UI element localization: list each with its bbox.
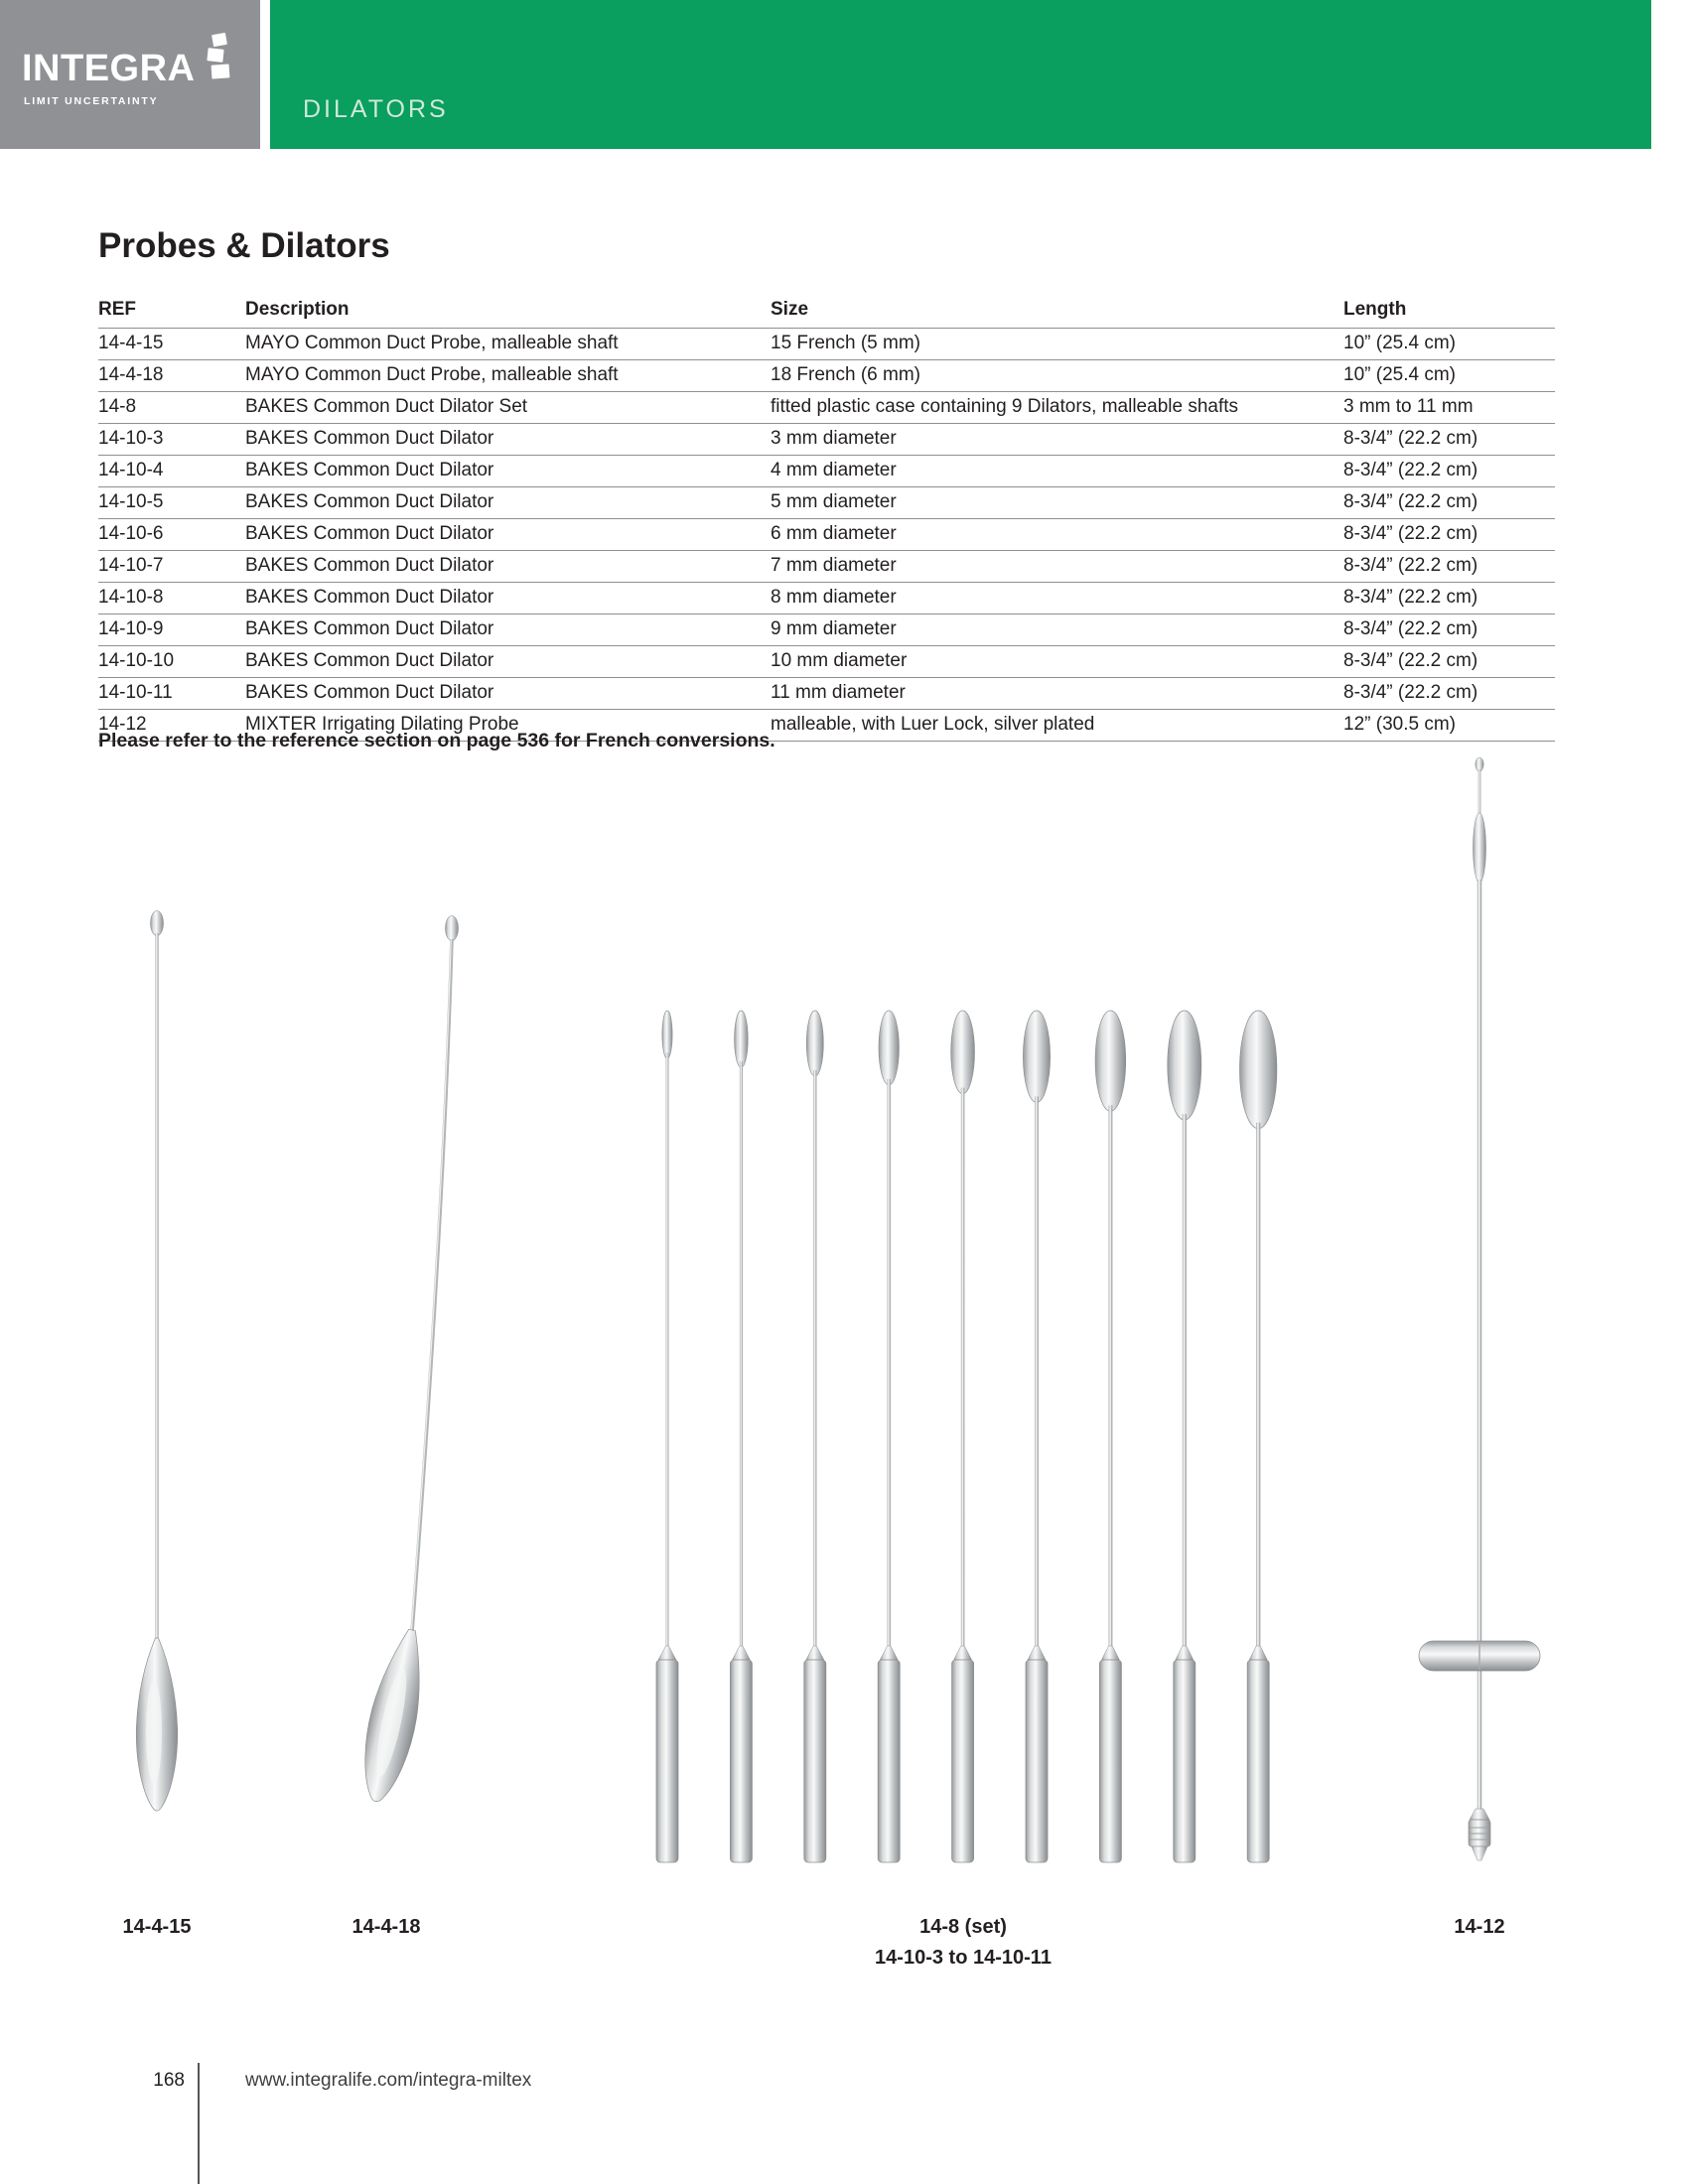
table-cell: 6 mm diameter xyxy=(771,519,1343,551)
probe-tip xyxy=(1476,757,1483,771)
table-row xyxy=(98,392,1555,424)
table-cell: 18 French (6 mm) xyxy=(771,360,1343,392)
table-row xyxy=(98,678,1555,710)
table-cell: BAKES Common Duct Dilator xyxy=(245,551,771,583)
section-banner xyxy=(270,0,1651,149)
spoon-group xyxy=(353,1625,435,1806)
table-row xyxy=(98,646,1555,678)
dilator-handle xyxy=(730,1660,752,1862)
table-cell: MAYO Common Duct Probe, malleable shaft xyxy=(245,329,771,360)
figure-mayo-curved xyxy=(353,916,459,1807)
table-cell: 15 French (5 mm) xyxy=(771,329,1343,360)
table-cell: 14-10-8 xyxy=(98,583,245,614)
table-cell: 14-4-15 xyxy=(98,329,245,360)
table-cell: 7 mm diameter xyxy=(771,551,1343,583)
section-title: DILATORS xyxy=(303,95,449,123)
dilator-handle xyxy=(878,1660,900,1862)
table-body xyxy=(98,329,1555,742)
dilator-handle xyxy=(804,1660,826,1862)
table-cell: BAKES Common Duct Dilator xyxy=(245,614,771,646)
dilator-shaft xyxy=(813,1070,816,1650)
logo-square xyxy=(211,64,229,78)
dilator-shaft xyxy=(1035,1096,1039,1650)
bakes-dilator-11mm xyxy=(1240,1011,1277,1862)
figure-label-mayo-straight: 14-4-15 xyxy=(122,1916,192,1938)
table-cell: 14-10-10 xyxy=(98,646,245,678)
dilator-handle-taper xyxy=(880,1646,898,1660)
figure-mixter xyxy=(1419,757,1540,1860)
bakes-dilator-8mm xyxy=(1023,1011,1050,1862)
table-row xyxy=(98,614,1555,646)
table-cell: 10” (25.4 cm) xyxy=(1343,360,1555,392)
table-cell: 14-8 xyxy=(98,392,245,424)
table-cell: 10” (25.4 cm) xyxy=(1343,329,1555,360)
dilator-olive-tip xyxy=(1023,1011,1050,1102)
page-title: Probes & Dilators xyxy=(98,226,390,265)
shaft-highlight xyxy=(411,939,451,1632)
products-table xyxy=(98,295,1555,742)
table-row xyxy=(98,551,1555,583)
table-cell: 8 mm diameter xyxy=(771,583,1343,614)
table-cell: 8-3/4” (22.2 cm) xyxy=(1343,519,1555,551)
bakes-dilator-4mm xyxy=(730,1011,752,1862)
dilator-handle-taper xyxy=(1176,1646,1194,1660)
figure-label-bakes-range: 14-10-3 to 14-10-11 xyxy=(875,1947,1052,1969)
probe-shaft xyxy=(412,939,452,1632)
table-row xyxy=(98,329,1555,360)
table-column-header: Size xyxy=(771,295,1343,329)
table-cell: 8-3/4” (22.2 cm) xyxy=(1343,551,1555,583)
dilator-shaft xyxy=(740,1061,743,1650)
logo-stacked-squares-icon xyxy=(203,34,242,89)
table-column-header: Length xyxy=(1343,295,1555,329)
figure-label-mixter: 14-12 xyxy=(1454,1916,1505,1938)
logo-tagline: LIMIT UNCERTAINTY xyxy=(24,95,159,107)
table-row xyxy=(98,487,1555,519)
table-column-header: REF xyxy=(98,295,245,329)
table-cell: 8-3/4” (22.2 cm) xyxy=(1343,678,1555,710)
french-conversion-note: Please refer to the reference section on page 536 for French conversions. xyxy=(98,730,775,751)
table-cell: 14-10-3 xyxy=(98,424,245,456)
table-cell: MAYO Common Duct Probe, malleable shaft xyxy=(245,360,771,392)
bakes-dilator-9mm xyxy=(1095,1011,1126,1862)
spoon-highlight xyxy=(146,1681,162,1784)
table-cell: 4 mm diameter xyxy=(771,456,1343,487)
dilator-olive-tip xyxy=(1240,1011,1277,1129)
page-number: 168 xyxy=(153,2070,185,2091)
dilator-handle-taper xyxy=(1101,1646,1119,1660)
dilator-olive-tip xyxy=(662,1011,672,1058)
table-cell: BAKES Common Duct Dilator Set xyxy=(245,392,771,424)
table-cell: 14-10-5 xyxy=(98,487,245,519)
integra-logo xyxy=(0,0,260,149)
table-cell: BAKES Common Duct Dilator xyxy=(245,424,771,456)
footer-divider xyxy=(198,2063,200,2184)
table-cell: BAKES Common Duct Dilator xyxy=(245,519,771,551)
table-cell: 14-10-7 xyxy=(98,551,245,583)
dilator-handle xyxy=(1174,1660,1196,1862)
table-cell: BAKES Common Duct Dilator xyxy=(245,583,771,614)
dilator-handle xyxy=(1026,1660,1048,1862)
dilator-olive-tip xyxy=(951,1011,975,1094)
dilator-olive-tip xyxy=(1095,1011,1126,1111)
table-column-header: Description xyxy=(245,295,771,329)
dilator-shaft xyxy=(961,1088,965,1650)
table-cell: 8-3/4” (22.2 cm) xyxy=(1343,583,1555,614)
table-cell: 8-3/4” (22.2 cm) xyxy=(1343,456,1555,487)
logo-square xyxy=(207,48,223,63)
table-cell: MIXTER Irrigating Dilating Probe xyxy=(245,710,771,742)
hub-collar xyxy=(1470,1809,1489,1820)
table-cell: 14-10-6 xyxy=(98,519,245,551)
table-cell: 11 mm diameter xyxy=(771,678,1343,710)
table-row xyxy=(98,583,1555,614)
dilator-olive-tip xyxy=(806,1011,823,1076)
dilator-handle-taper xyxy=(1028,1646,1046,1660)
table-cell: fitted plastic case containing 9 Dilators, malleable shafts xyxy=(771,392,1343,424)
dilator-handle xyxy=(952,1660,974,1862)
table-cell: 14-10-9 xyxy=(98,614,245,646)
table-cell: 14-10-4 xyxy=(98,456,245,487)
instrument-illustrations xyxy=(0,754,1688,1926)
table-cell: BAKES Common Duct Dilator xyxy=(245,678,771,710)
dilator-olive-tip xyxy=(1168,1011,1201,1120)
table-cell: 14-4-18 xyxy=(98,360,245,392)
bakes-dilator-3mm xyxy=(656,1011,678,1862)
table-cell: 8-3/4” (22.2 cm) xyxy=(1343,614,1555,646)
table-row xyxy=(98,424,1555,456)
dilator-olive-tip xyxy=(735,1011,749,1067)
probe-shaft xyxy=(155,933,158,1640)
table-row xyxy=(98,456,1555,487)
bakes-dilator-7mm xyxy=(951,1011,975,1862)
footer-website: www.integralife.com/integra-miltex xyxy=(245,2070,532,2091)
table-row xyxy=(98,519,1555,551)
table-cell: BAKES Common Duct Dilator xyxy=(245,456,771,487)
figure-label-bakes-set: 14-8 (set) xyxy=(919,1916,1007,1938)
table-cell: BAKES Common Duct Dilator xyxy=(245,646,771,678)
dilator-shaft xyxy=(1183,1114,1187,1650)
table-cell: 12” (30.5 cm) xyxy=(1343,710,1555,742)
table-cell: 14-10-11 xyxy=(98,678,245,710)
logo-row xyxy=(22,50,242,89)
table-cell: 8-3/4” (22.2 cm) xyxy=(1343,487,1555,519)
dilator-handle xyxy=(1247,1660,1269,1862)
dilator-handle-taper xyxy=(954,1646,972,1660)
table-cell: 5 mm diameter xyxy=(771,487,1343,519)
dilator-shaft xyxy=(1108,1105,1112,1650)
logo-square xyxy=(211,33,227,47)
table-cell: 8-3/4” (22.2 cm) xyxy=(1343,646,1555,678)
figure-mayo-straight xyxy=(136,911,177,1812)
probe-tip xyxy=(446,916,459,941)
table-cell: 14-12 xyxy=(98,710,245,742)
table-cell: 9 mm diameter xyxy=(771,614,1343,646)
dilator-handle xyxy=(1099,1660,1121,1862)
figure-label-mayo-curved: 14-4-18 xyxy=(352,1916,421,1938)
table-header-row xyxy=(98,295,1555,329)
bakes-dilator-6mm xyxy=(878,1011,900,1862)
table-cell: 3 mm to 11 mm xyxy=(1343,392,1555,424)
bakes-dilator-10mm xyxy=(1168,1011,1201,1862)
probe-tip xyxy=(151,911,164,936)
dilator-handle-taper xyxy=(658,1646,676,1660)
table-cell: malleable, with Luer Lock, silver plated xyxy=(771,710,1343,742)
figure-bakes-set xyxy=(656,1011,1277,1862)
dilator-handle-taper xyxy=(732,1646,750,1660)
dilator-shaft xyxy=(888,1079,891,1650)
hub-tip xyxy=(1472,1846,1487,1860)
table-cell: 3 mm diameter xyxy=(771,424,1343,456)
probe-neck xyxy=(1478,769,1481,815)
table-cell: BAKES Common Duct Dilator xyxy=(245,487,771,519)
dilator-handle-taper xyxy=(806,1646,824,1660)
logo-wordmark: INTEGRA xyxy=(22,48,196,89)
dilator-handle-taper xyxy=(1249,1646,1267,1660)
olive-bulge xyxy=(1474,813,1486,883)
dilator-shaft xyxy=(1256,1123,1260,1650)
dilator-shaft xyxy=(666,1052,669,1650)
dilator-handle xyxy=(656,1660,678,1862)
table-row xyxy=(98,360,1555,392)
table-cell: 10 mm diameter xyxy=(771,646,1343,678)
dilator-olive-tip xyxy=(879,1011,899,1085)
table-cell: 8-3/4” (22.2 cm) xyxy=(1343,424,1555,456)
bakes-dilator-5mm xyxy=(804,1011,826,1862)
